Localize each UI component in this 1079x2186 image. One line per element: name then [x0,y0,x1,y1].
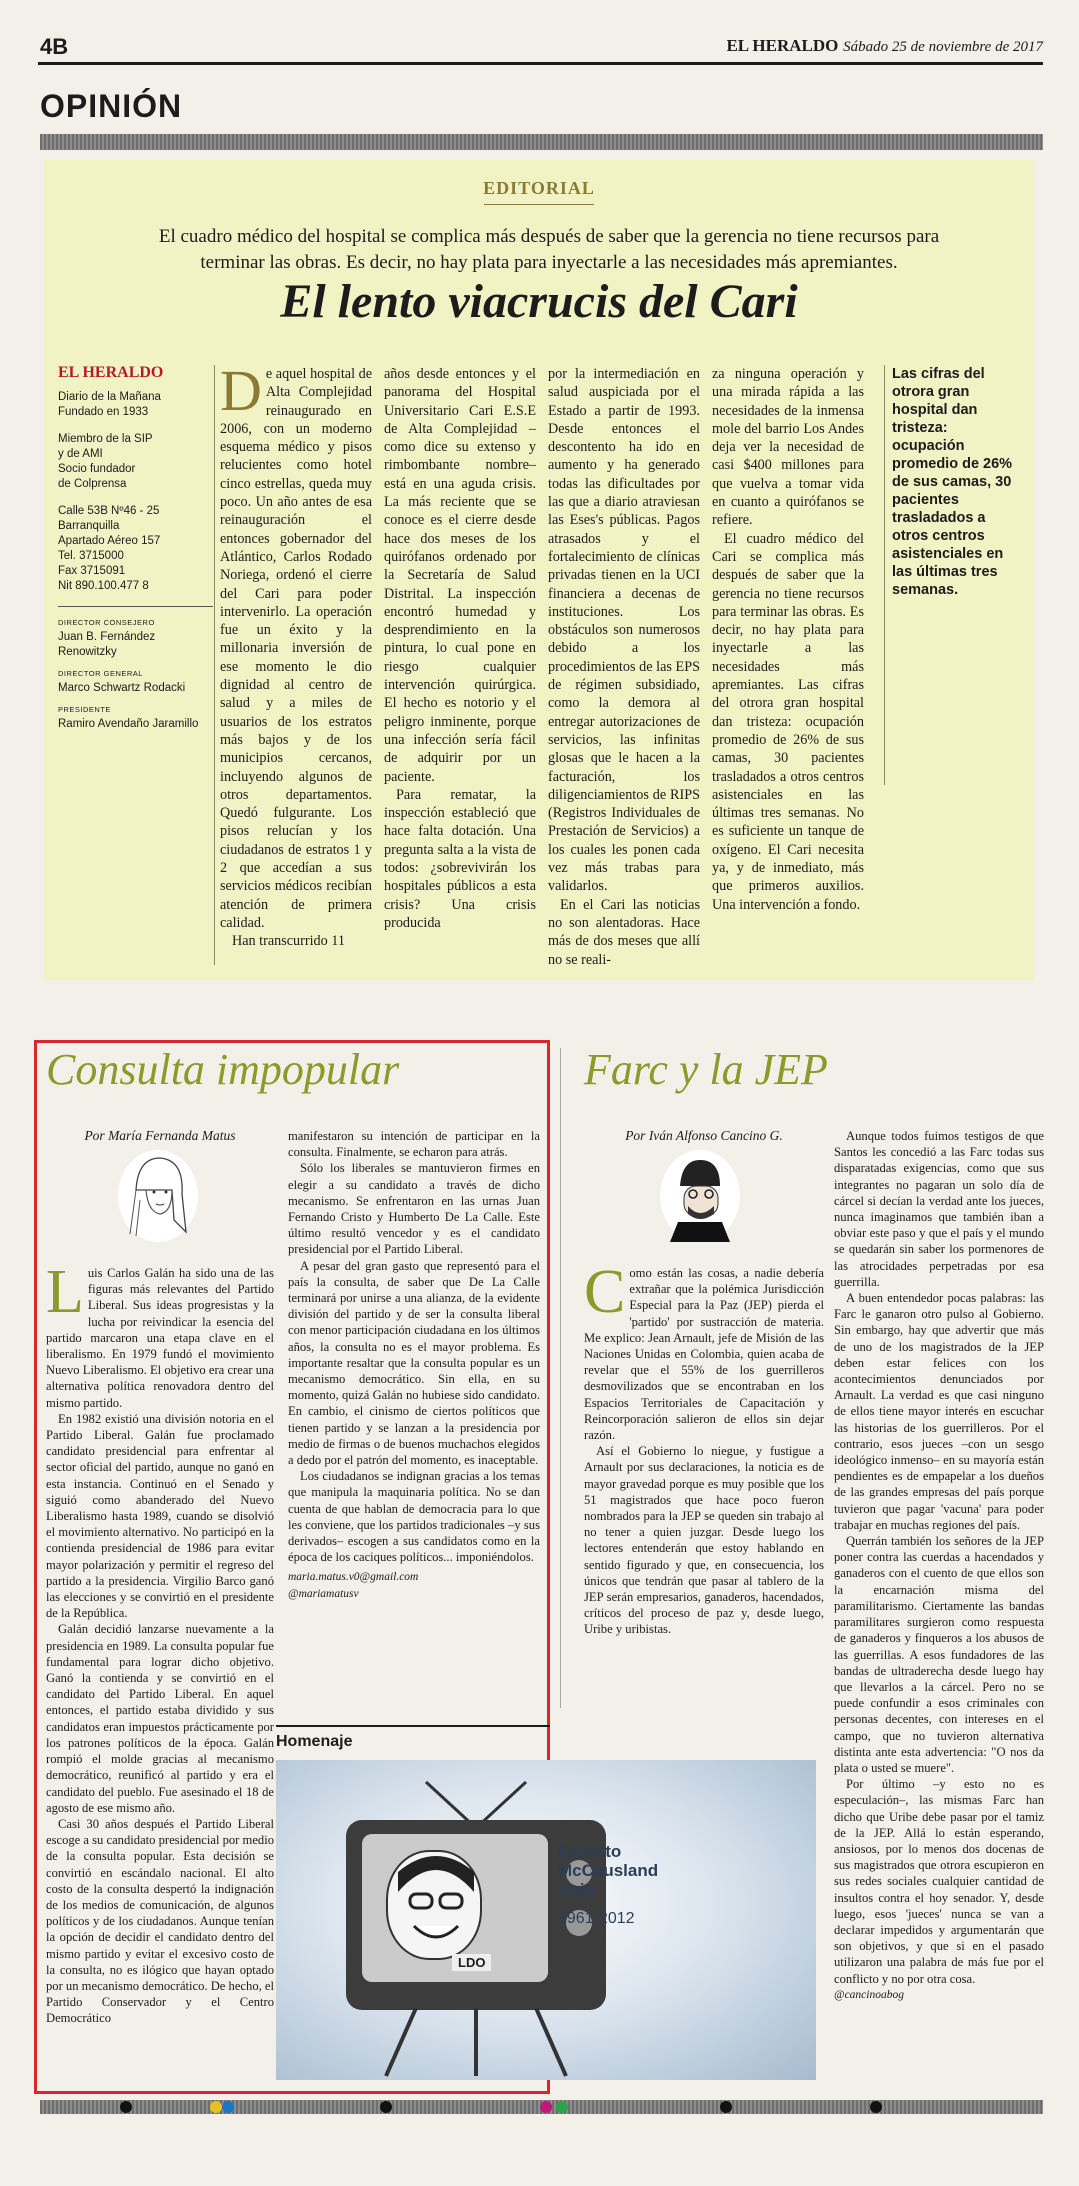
address-line: Apartado Aéreo 157 [58,535,161,547]
editorial-deck: El cuadro médico del hospital se complica más después de saber que la gerencia no tiene recursos para terminar las obras. Es decir, no hay plata para inyectarle a las necesidades más apremiantes. [158,226,940,273]
editorial-text: za ninguna operación y una mirada rápida a las necesidades de la inmensa mole del barrio Los Andes deja ver la necesidad de casi $400 millones para que vuelva a tomar vida en cuanto a quirófanos se refiere. [712,366,864,529]
author-portrait [118,1150,198,1242]
staff-name: Ramiro Avendaño Jaramillo [58,718,199,730]
paragraph: uis Carlos Galán ha sido una de las figuras más relevantes del Partido Liberal. Sus ideas progresistas y la lucha por reivindicar la esencia del partido marcaron una etapa clave en el liberalismo. En 1979 fundó el movimiento Nuevo Liberalismo. El objetivo era crear una alternativa política renovadora dentro del mismo partido. [46,1266,274,1410]
membership-line: Socio fundador [58,463,136,475]
editorial-text: En el Cari las noticias no son alentadoras. Hace más de dos meses que allí no se reali- [548,896,700,968]
homenaje-illustration [276,1760,816,2080]
top-rule [38,62,1043,65]
paragraph: manifestaron su intención de participar en la consulta. Finalmente, se echaron para atrás. [288,1129,540,1160]
section-title: OPINIÓN [40,88,183,124]
editorial-text: por la intermediación en salud auspiciada por el Estado a partir de 1993. Desde entonces el descontento ha ido en aumento y ha generado todas las dificultades por las que a diario atraviesan las Eses's públicas. Pagos atrasados y el fortalecimiento de clínicas privadas tienen en la UCI financiera a decenas de instituciones. Los obstáculos son numerosos debido a los procedimientos de las EPS de régimen subsidiado, como la demora al entregar autorizaciones de servicios, las infinitas glosas que le hacen a la facturación, los diligenciamientos de RIPS (Registros Individuales de Prestación de Servicios) a los cuales les ponen cada vez más trabas para validarlos. [548,366,700,895]
paragraph: A buen entendedor pocas palabras: las Farc le ganaron otro pulso al Gobierno. Sin embargo, hay que advertir que más de uno de los magistrados de la JEP deben estar felices con los acontecimientos denunciados por Arnault. La verdad es que casi ninguno de ellos tiene mayor interés en escuchar las historias de los guerrilleros. Por el contrario, esos jueces –con un sesgo ideológico inmenso– en su mayoría están pendientes es de empapelar a los dueños de las grandes empresas del país porque tuvieron que pagar 'vacuna' para poder trabajar en muchas regiones del país. [834,1291,1044,1532]
address-line: Tel. 3715000 [58,550,124,562]
address-line: Fax 3715091 [58,565,126,577]
about-line: Diario de la Mañana [58,391,161,403]
editorial-text: e aquel hospital de Alta Complejidad reinaugurado en 2006, con un moderno esquema médico y pisos relucientes como hotel cinco estrellas, queda muy poco. Un año antes de esa reinauguración el entonces gobernador del Atlántico, Carlos Rodado Noriega, ordenó el cierre del Cari para poder intervenirlo. La operación fue un éxito y la millonaria inversión de ese momento le dio dignidad al centro de salud y a miles de usuarios de los estratos más bajos y de los municipios cercanos, incluyendo algunos de otros departamentos. Quedó fulgurante. Los pisos relucían y los ciudadanos de estratos 1 y 2 que accedían a sus servicios médicos recibían atención de primera calidad. [220,366,372,931]
editorial-headline: El lento viacrucis del Cari [280,275,798,328]
honoree-name [558,1842,658,1899]
registration-dot [380,2101,392,2113]
address-line: Nit 890.100.477 8 [58,580,149,592]
editorial-col-4 [712,365,864,914]
honoree-name-line: McCausland [558,1861,659,1880]
honoree-name-line: Ernesto [558,1842,622,1861]
address-line: Barranquilla [58,520,120,532]
paragraph: omo están las cosas, a nadie debería extrañar que la polémica Jurisdicción Especial para la Paz (JEP) pierda el 'partido' por sustracción de materia. Me explico: Jean Arnault, jefe de Misión de las Naciones Unidas en Colombia, quien acaba de revelar que el 55% de los guerrilleros desmovilizados que se encontraban en los Espacios Territoriales de Capacitación y Reincorporación salieron de ellos sin dejar razón. [584,1266,824,1443]
editorial-text: El cuadro médico del Cari se complica más después de saber que la gerencia no tiene recursos para terminar las obras. Es decir, no hay plata para inyectarle a las necesidades más apremiantes. Las cifras del otrora gran hospital dan tristeza: ocupación promedio de 26% de sus camas, 30 pacientes trasladados a otros centros asistenciales en las últimas tres semanas. No es suficiente un tanque de oxígeno. El Cari necesita ya, y de inmediato, más que primeros auxilios. Una intervención a fondo. [712,530,864,913]
portrait-sketch-icon [660,1150,740,1242]
paragraph: Así el Gobierno lo niegue, y fustigue a Arnault por sus declaraciones, la noticia es de mayor gravedad porque es muy posible que los 51 magistrados que hace poco fueron nombrados para la JEP se queden sin trabajo al no tener a quien juzgar. Desde luego los lectores entenderán que estoy hablando en sentido figurado y que, en consecuencia, los únicos que tendrán que pasar al tablero de la JEP serán empresarios, ganaderos, hacendados, críticos del proceso de paz y, desde luego, Uribe y uribistas. [584,1444,824,1637]
editorial-text: años desde entonces y el panorama del Hospital Universitario Cari E.S.E de Alta Complejidad –como dice su extenso y rimbombante nombre– está en una aguda crisis. La más reciente que se conoce es el cierre desde hace dos meses de los quirófanos ordenado por la Secretaría de Salud Distrital. La inspección encontró humedad y desprendimiento en la pintura, lo cual pone en riesgo cualquier intervención quirúrgica. El hecho es notorio y el peligro inminente, porque una infección sería fácil de adquirir por un paciente. [384,366,536,785]
paragraph: Casi 30 años después el Partido Liberal escoge a su candidato presidencial por medio de la consulta popular. Esta decisión se convirtió en escándalo nacional. El alto costo de la consulta despertó la indignación de los medios de comunicación, de algunos políticos y de los ciudadanos. Aunque tenían la opción de decidir el candidato dentro del mismo partido y evitar el excesivo costo de la consulta, no es ilógico que hayan optado por un mecanismo democrático. De hecho, el Partido Conservador y el Centro Democrático [46,1816,275,2026]
paragraph: Galán decidió lanzarse nuevamente a la presidencia en 1989. La consulta popular fue fundamental para lograr dicho objetivo. Ganó la contienda y se convirtió en el candidato del Partido Liberal. En aquel entonces, el partido estaba dividido y sus candidatos eran impuestos prácticamente por los patrones políticos de la época. Galán rompió el molde gracias al mecanismo democrático, reunificó al partido y era el candidato del pueblo. Fue asesinado el 18 de agosto de ese mismo año. [46,1622,274,1815]
registration-dot [556,2101,568,2113]
editorial-text: Para rematar, la inspección estableció que hace falta dotación. Una pregunta salta a la vista de todos: ¿sobrevivirán los hospitales públicos a esta crisis? Una crisis producida [384,786,536,931]
masthead-sidebar [58,365,213,732]
editorial-col-3 [548,365,700,969]
page-number: 4B [40,34,69,59]
homenaje-label: Homenaje [276,1733,353,1750]
sidebar-brand: EL HERALDO [58,364,164,381]
issue-date: Sábado 25 de noviembre de 2017 [843,39,1043,55]
tv-legs-icon [376,2008,576,2078]
author-email[interactable]: maria.matus.v0@gmail.com [288,1571,419,1584]
registration-dot [210,2101,222,2113]
left-headline: Consulta impopular [46,1045,400,1094]
author-twitter[interactable]: @mariamatusv [288,1587,359,1600]
staff-role: PRESIDENTE [58,705,111,714]
paragraph: Los ciudadanos se indignan gracias a los temas que manipula la maquinaria política. No se dan cuenta de que hablan de democracia para lo que les conviene, que los partidos tradicionales –y sus derivados– escogen a sus candidatos como en la época de los caciques políticos... imponiéndolos. [288,1469,540,1565]
sidebar-membership [58,432,213,492]
left-byline: Por María Fernanda Matus [84,1128,236,1143]
left-dropcap: L [46,1258,84,1326]
left-col-a [46,1258,275,2027]
editorial-kicker: EDITORIAL [483,178,595,198]
right-headline: Farc y la JEP [584,1045,828,1094]
homenaje-rule [276,1725,550,1727]
honoree-years: 1961-2012 [558,1910,635,1927]
editorial-text: Han transcurrido 11 [232,933,345,950]
sidebar-about [58,390,213,420]
sidebar-address [58,504,213,594]
editorial-box [44,160,1034,980]
staff-name: Marco Schwartz Rodacki [58,682,186,694]
registration-dot [870,2101,882,2113]
masthead [726,36,1043,56]
registration-dot [120,2101,132,2113]
paragraph: Sólo los liberales se mantuvieron firmes en elegir a su candidato a través de dicho mecanismo. Se enfrentaron en las urnas Juan Fernando Cristo y Humberto De La Calle. Este último resultó vencedor y es el candidato presidencial por el Partido Liberal. [288,1161,540,1257]
paragraph: Aunque todos fuimos testigos de que Santos les concedió a las Farc todas sus disparatadas exigencias, como que sus integrantes no pagaran un solo día de cárcel si decían la verdad ante los jueces, nunca imaginamos que también iban a obviar este paso y que el país y el mundo se quedarán sin saber los pormenores de las atrocidades perpetradas por esa guerrilla. [834,1129,1044,1289]
column-rule [560,1048,561,1708]
paragraph: A pesar del gran gasto que representó para el país la consulta, de saber que De La Calle terminará por unirse a una alianza, de la evidente división del partido y de ser la consulta liberal con menor participación ciudadana en los últimos años, la consulta no es el mayor problema. Es importante resaltar que la consulta popular es un mecanismo democrático. Sin ella, en su momento, quizá Galán no hubiese sido candidato. En cambio, el cinismo de ciertos políticos que tienen partido y se lanzan a la presidencia por medio de firmas o de buenos muchachos elegidos a dedo por el patrón del momento, es inaceptable. [288,1258,540,1468]
caricature-icon [388,1852,484,1962]
address-line: Calle 53B Nº46 - 25 [58,505,160,517]
staff-name: Juan B. Fernández Renowitzky [58,631,156,658]
caricature-face-icon [386,1850,482,1960]
author-portrait [660,1150,740,1242]
right-dropcap: C [584,1258,626,1326]
right-col-a [584,1258,824,1638]
section-band [40,134,1043,150]
staff-role: DIRECTOR GENERAL [58,669,143,678]
paragraph: Por último –y esto no es especulación–, las mismas Farc han dicho que Uribe debe pasar por el tamiz de la JEP. Allá lo están esperando, ansiosos, por lo menos dos docenas de sus magistrados que otrora escupieron en sus redes sociales cualquier cantidad de insultos contra el hoy senador. Y, desde luego, esos 'jueces' nunca se van a declarar impedidos y argumentarán que son objetivos, y que si en el pasado utilizaron una palabra de más fue por el conflicto y no por otra cosa. [834,1777,1044,1986]
staff-role: DIRECTOR CONSEJERO [58,618,155,627]
column-rule [884,365,885,785]
honoree-name-line: Sojo [558,1880,595,1899]
paragraph: Querrán también los señores de la JEP poner contra las cuerdas a hacendados y ganaderos con el cuento de que ellos son la encarnación misma del paramilitarismo. Ciertamente las bandas paramilitares surgieron como respuesta de ganaderos y finqueros a los abusos de las guerrillas. A esos fundadores de las bandas de ultraderecha desde luego hay que llevarlos a la cárcel. Pero no se puede confundir a esos criminales con personas decentes, con intereses en el campo, que no tuvieron alternativa distinta ante esta advertencia: "O nos da plata o usted se muere". [834,1534,1044,1775]
registration-dot [720,2101,732,2113]
right-byline: Por Iván Alfonso Cancino G. [625,1128,783,1143]
paragraph: En 1982 existió una división notoria en el Partido Liberal. Galán fue proclamado candidato presidencial para enfrentar al sector oficial del partido, aunque no ganó en esta instancia. Continuó en el Senado y siguió como abanderado del Nuevo Liberalismo hasta 1989, cuando se disolvió el movimiento alternativo. No participó en la contienda presidencial de 1986 para evitar mayor polarización y permitir el regreso del partido a la presidencia. Virgilio Barco ganó las elecciones y se convirtió en el presidente de la República. [46,1411,274,1621]
editorial-col-2 [384,365,536,932]
editorial-dropcap: D [220,358,262,423]
pull-quote: Las cifras del otrora gran hospital dan tristeza: ocupación promedio de 26% de sus camas, 30 pacientes trasladados a otros centros asistenciales en las últimas tres semanas. [892,366,1013,598]
paper-name: EL HERALDO [726,36,839,55]
sidebar-divider [58,606,213,607]
membership-line: Miembro de la SIP [58,433,153,445]
membership-line: de Colprensa [58,478,127,490]
registration-dot [540,2101,552,2113]
editorial-col-1 [220,358,372,951]
right-col-b [834,1128,1044,2003]
column-rule [214,365,215,965]
registration-dot [222,2101,234,2113]
tv-caption: LDO [452,1954,491,1971]
membership-line: y de AMI [58,448,103,460]
about-line: Fundado en 1933 [58,406,149,418]
kicker-rule [484,204,594,205]
portrait-sketch-icon [118,1150,198,1242]
left-col-b [288,1128,540,1602]
author-twitter[interactable]: @cancinoabog [834,1988,904,2001]
